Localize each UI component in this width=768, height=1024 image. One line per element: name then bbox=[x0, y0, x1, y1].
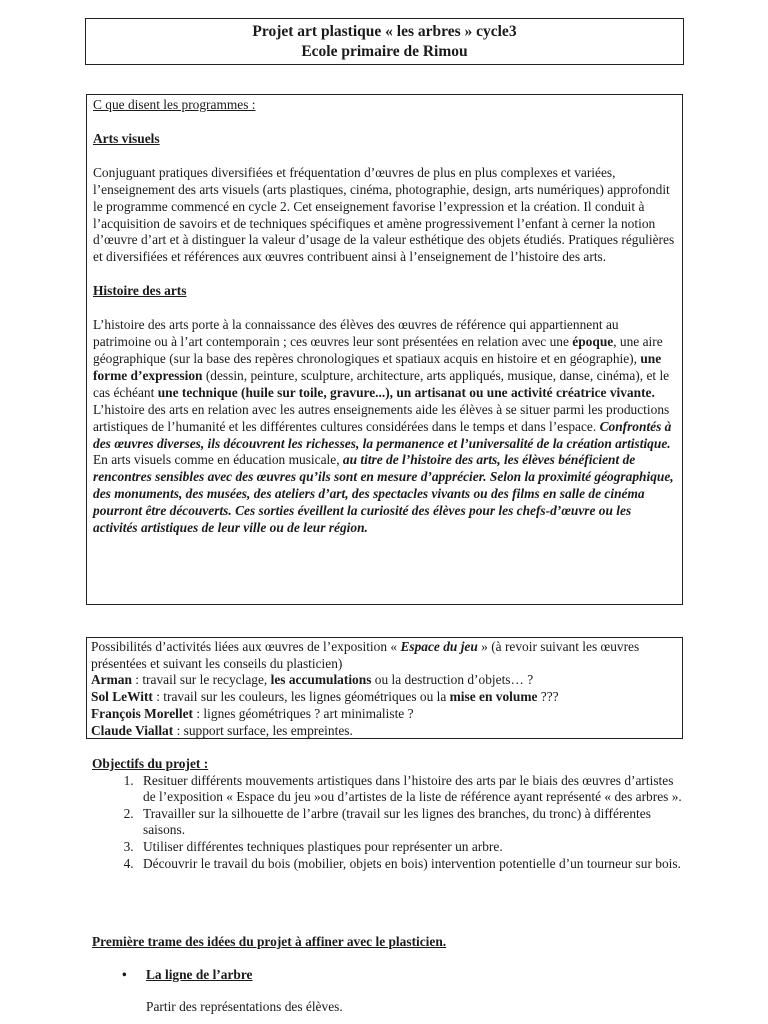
programmes-box bbox=[86, 94, 683, 605]
text-run: : travail sur les couleurs, les lignes géométriques ou la bbox=[152, 689, 450, 705]
artist-line bbox=[91, 689, 678, 706]
histoire-arts-paragraph-3 bbox=[93, 452, 676, 537]
artist-name: Arman bbox=[91, 672, 132, 688]
objective-item: 1. Resituer différents mouvements artistiques dans l’histoire des arts par le biais des œuvres d’artistes de l’exposition « Espace du jeu »ou d’artistes de la liste de référence ayant représenté « des arbres ». bbox=[137, 773, 682, 806]
histoire-arts-paragraph-1 bbox=[93, 317, 676, 402]
trame-heading: Première trame des idées du projet à affiner avec le plasticien. bbox=[92, 934, 447, 949]
arts-visuels-text: Conjuguant pratiques diversifiées et fréquentation d’œuvres de plus en plus complexes et variées, l’enseignement des arts visuels (arts plastiques, cinéma, photographie, design, arts numériques) approfondit le programme commencé en cycle 2. Cet enseignement favorise l’expression et la création. Il conduit à l’acquisition de savoirs et de techniques spécifiques et amène progressivement l’enfant à cerner la notion d’œuvre d’art et à distinguer la valeur d’usage de la valeur esthétique des objets étudiés. Pratiques régulières et diversifiées et références aux œuvres contribuent ainsi à l’enseignement de l’histoire des arts. bbox=[93, 164, 675, 265]
text-run-bold: une forme d’expression bbox=[93, 350, 662, 383]
text-run: : travail sur le recyclage, bbox=[131, 672, 271, 688]
artist-line bbox=[91, 672, 678, 689]
trame-section bbox=[92, 934, 682, 1016]
trame-item bbox=[92, 967, 682, 984]
trame-item-text: Partir des représentations des élèves. bbox=[146, 999, 343, 1015]
text-run-bold: les accumulations bbox=[270, 672, 372, 688]
objectives-list bbox=[92, 773, 682, 873]
text-run: ou la destruction d’objets… ? bbox=[371, 672, 534, 688]
arts-visuels-heading: Arts visuels bbox=[93, 130, 160, 146]
text-run: : lignes géométriques ? art minimaliste ? bbox=[193, 705, 414, 721]
artist-line bbox=[91, 723, 678, 740]
artist-line bbox=[91, 706, 678, 723]
text-run: L’histoire des arts en relation avec les autres enseignements aide les élèves à se situer parmi les productions artistiques de l’humanité et les différentes cultures considérées dans le temps et dans l’espace. bbox=[93, 401, 670, 434]
exhibition-name: Espace du jeu bbox=[400, 639, 478, 654]
text-run: : support surface, les empreintes. bbox=[173, 722, 353, 738]
programmes-heading: C que disent les programmes : bbox=[93, 97, 256, 112]
objective-item: 2. Travailler sur la silhouette de l’arbre (travail sur les lignes des branches, du tronc) à différentes saisons. bbox=[137, 806, 682, 839]
histoire-arts-heading: Histoire des arts bbox=[93, 283, 187, 299]
activities-intro bbox=[91, 639, 678, 672]
text-run: En arts visuels comme en éducation musicale, bbox=[93, 452, 343, 468]
text-run-bold: mise en volume bbox=[449, 689, 538, 705]
objectives-section bbox=[92, 756, 682, 872]
title-box bbox=[85, 18, 684, 65]
text-run-bold-italic: au titre de l’histoire des arts, les élèves bénéficient de rencontres sensibles avec des œuvres qu’ils sont en mesure d’apprécier. Selon la proximité géographique, des monuments, des musées, des ateliers d’art, des spectacles vivants ou des films en salle de cinéma pourront être découverts. Ces sorties éveillent la curiosité des élèves pour les chefs-d’œuvre ou les activités artistiques de leur ville ou de leur région. bbox=[93, 452, 674, 536]
text-run: » (à revoir suivant les œuvres présentées et suivant les conseils du plasticien) bbox=[91, 639, 640, 671]
text-run: (dessin, peinture, sculpture, architecture, arts appliqués, musique, danse, cinéma), et le cas échéant bbox=[93, 367, 670, 400]
artist-name: Sol LeWitt bbox=[91, 689, 153, 705]
objective-item: 3. Utiliser différentes techniques plastiques pour représenter un arbre. bbox=[137, 839, 682, 856]
histoire-arts-paragraph-2 bbox=[93, 402, 676, 453]
bullet-icon: • bbox=[122, 966, 127, 982]
text-run: ??? bbox=[537, 689, 559, 705]
activities-box bbox=[86, 637, 683, 739]
trame-item-title: La ligne de l’arbre bbox=[146, 966, 253, 982]
artist-name: François Morellet bbox=[91, 705, 194, 721]
objectives-heading: Objectifs du projet : bbox=[92, 756, 209, 771]
text-run-bold: époque bbox=[572, 334, 614, 350]
document-title: Projet art plastique « les arbres » cycle3 bbox=[252, 23, 517, 40]
text-run: Possibilités d’activités liées aux œuvres de l’exposition « bbox=[91, 639, 401, 654]
school-name: Ecole primaire de Rimou bbox=[301, 43, 468, 60]
artist-name: Claude Viallat bbox=[91, 722, 174, 738]
objective-item: 4. Découvrir le travail du bois (mobilier, objets en bois) intervention potentielle d’un tourneur sur bois. bbox=[137, 856, 682, 873]
text-run: L’histoire des arts porte à la connaissance des élèves des œuvres de référence qui appartiennent au patrimoine ou à l’art contemporain ; ces œuvres leur sont présentées en relation avec une bbox=[93, 317, 619, 350]
text-run: , une aire géographique (sur la base des repères chronologiques et spatiaux acquis en histoire et en géographie), bbox=[93, 334, 663, 366]
text-run-bold: une technique (huile sur toile, gravure...), un artisanat ou une activité créatrice vivante. bbox=[157, 384, 655, 400]
text-run-bold-italic: Confrontés à des œuvres diverses, ils découvrent les richesses, la permanence et l’universalité de la création artistique. bbox=[93, 418, 672, 451]
